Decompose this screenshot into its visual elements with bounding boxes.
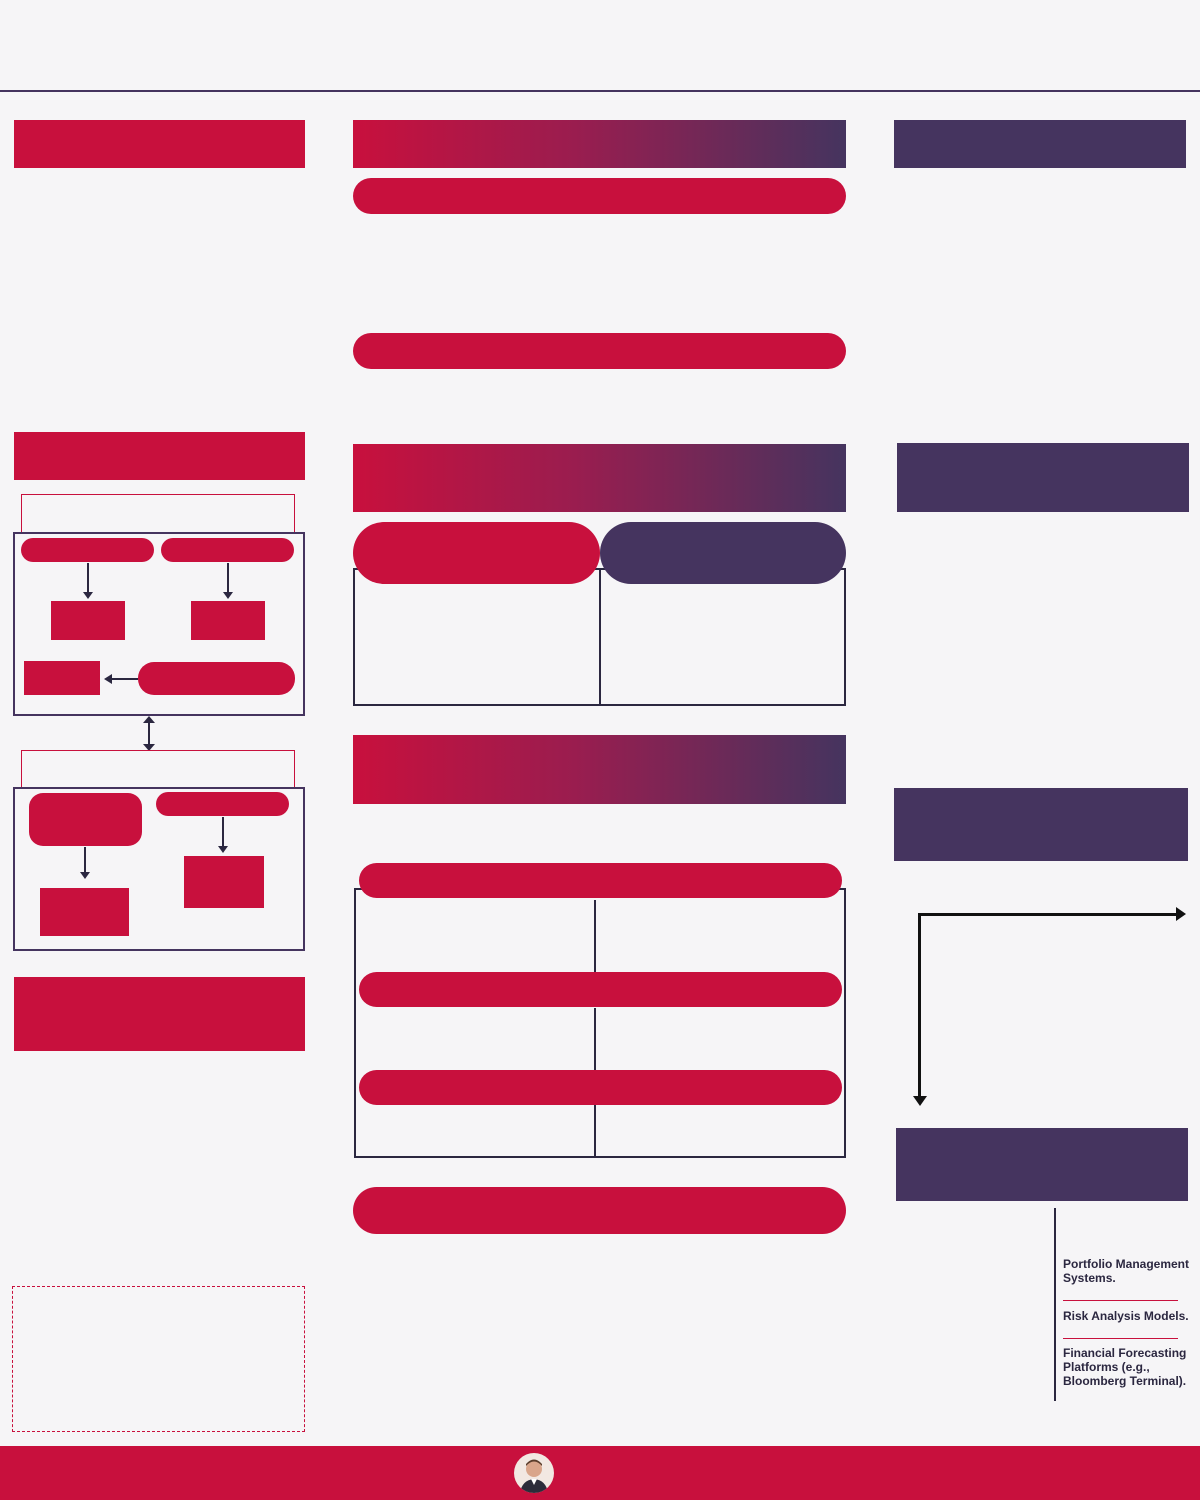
finance-certifications-tab — [600, 522, 846, 584]
financial-analysis-heading — [894, 788, 1188, 861]
double-arrow-up — [143, 716, 155, 723]
capex-budget — [138, 662, 295, 695]
allocates-resources-box — [40, 888, 129, 936]
tool-divider — [1063, 1300, 1178, 1301]
accounting-certifications-tab — [353, 522, 600, 584]
designations-divider — [599, 568, 601, 706]
confusing-topics-heading — [14, 977, 305, 1051]
comparison-tools-heading — [896, 1128, 1188, 1201]
vertical-axis — [918, 913, 921, 1099]
operating-budget — [21, 538, 154, 562]
debt-management-box — [184, 856, 264, 908]
arrow-left — [110, 678, 138, 680]
careers-heading — [353, 735, 846, 804]
accounting-vs-finance-heading — [353, 120, 846, 168]
careers-divider — [594, 1008, 596, 1072]
arrow-down — [222, 817, 224, 851]
key-industries-pill — [359, 1070, 842, 1105]
tool-item: Risk Analysis Models. — [1063, 1309, 1189, 1323]
arrow-down — [227, 563, 229, 597]
horizontal-axis-arrow — [1176, 907, 1186, 921]
cash-flow-budget — [161, 538, 294, 562]
designations-heading — [353, 444, 846, 512]
tools-divider — [1054, 1208, 1056, 1401]
long-term-investment-box — [24, 661, 100, 695]
role-pill — [359, 863, 842, 898]
accounting-budgets-label — [21, 494, 295, 532]
horizontal-axis — [918, 913, 1178, 916]
accounting-kpis-heading — [14, 120, 305, 168]
sales-expense-box — [51, 601, 125, 640]
work-type-pill — [359, 972, 842, 1007]
careers-box — [354, 888, 846, 1158]
avatar — [514, 1453, 554, 1493]
arrow-down — [87, 563, 89, 597]
vertical-axis-arrow — [913, 1096, 927, 1106]
title-divider — [0, 90, 1200, 92]
finance-kpis-heading — [894, 120, 1186, 168]
tool-item: Portfolio Management Systems. — [1063, 1257, 1190, 1285]
double-arrow — [148, 720, 150, 746]
key-skills-heading — [897, 443, 1189, 512]
focus-pill — [353, 333, 846, 369]
strategic-investment-budget — [29, 793, 142, 846]
scope-pill — [353, 178, 846, 214]
tip-box — [12, 1286, 305, 1432]
footer-bar — [0, 1446, 1200, 1500]
monitoring-liquidity-box — [191, 601, 265, 640]
financing-budget — [156, 792, 289, 816]
cfo-heading — [353, 1187, 846, 1234]
arrow-left-head — [104, 674, 112, 684]
tool-item: Financial Forecasting Platforms (e.g., Bloomberg Terminal). — [1063, 1346, 1187, 1388]
careers-divider — [594, 1105, 596, 1157]
careers-divider — [594, 900, 596, 974]
finance-budgets-label — [21, 750, 295, 787]
tool-divider — [1063, 1338, 1178, 1339]
budget-types-heading — [14, 432, 305, 480]
arrow-down — [84, 847, 86, 877]
